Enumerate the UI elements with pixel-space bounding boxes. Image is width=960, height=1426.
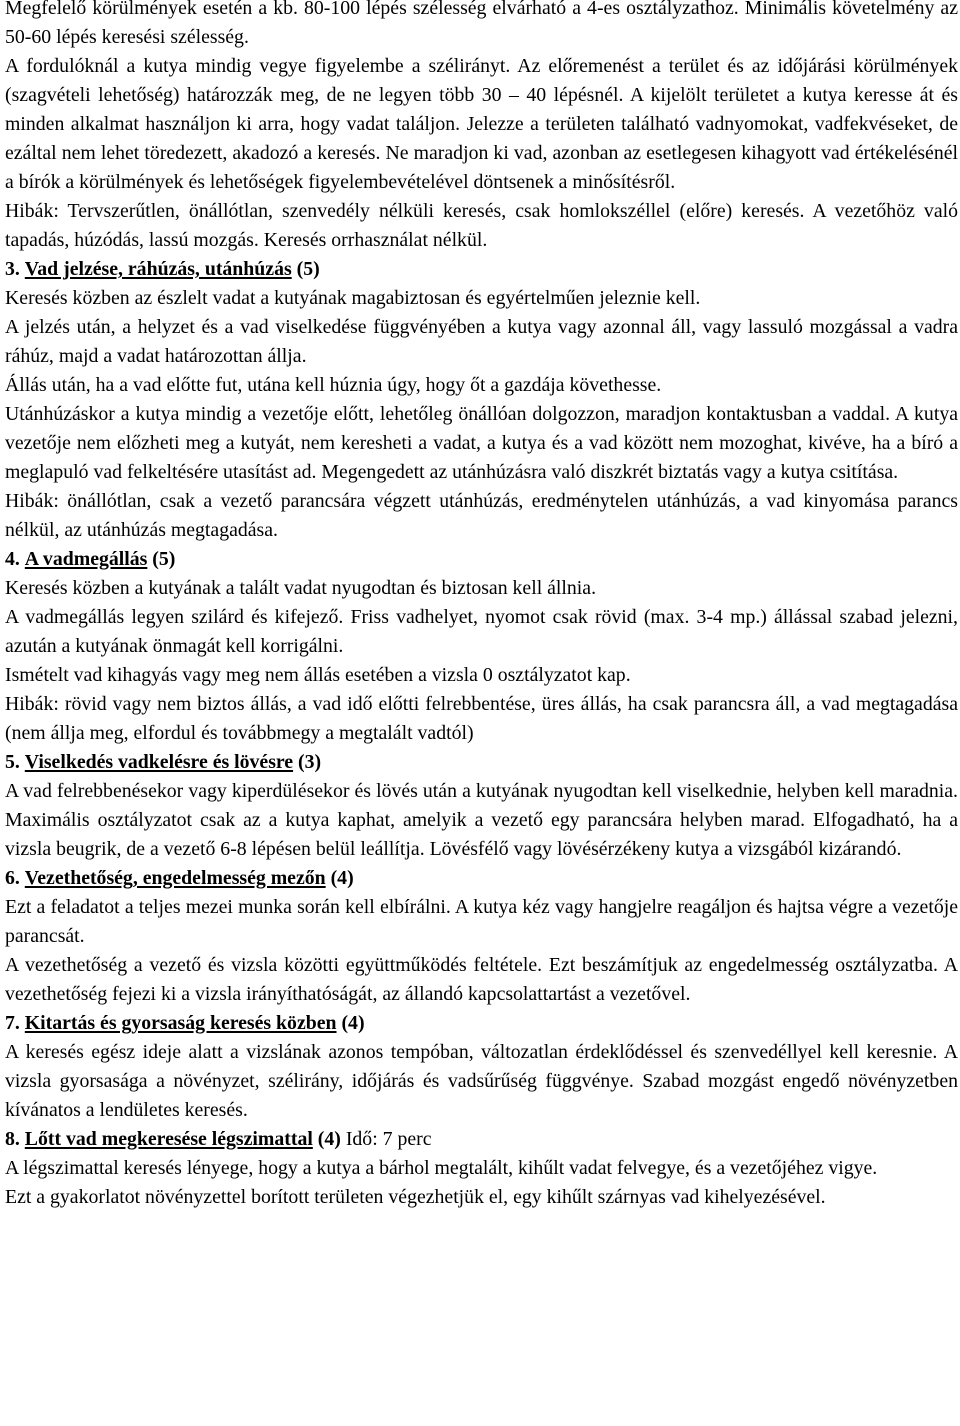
section-number: 7. <box>5 1012 20 1034</box>
section-paragraph: Állás után, ha a vad előtte fut, utána kell húznia úgy, hogy őt a gazdája követhesse. <box>5 374 662 396</box>
section-paragraph: Keresés közben a kutyának a talált vadat nyugodtan és biztosan kell állnia. <box>5 577 597 599</box>
section-paragraph: A vezethetőség a vezető és vizsla közötti együttműködés feltétele. Ezt beszámítjuk az engedelmesség osztályzatba. A vezethetőség fejezi ki a vizsla irányíthatóságát, az állandó kapcsolattartást a vezetővel. <box>5 954 958 1005</box>
section-points: (5) <box>296 258 320 280</box>
section-title: Kitartás és gyorsaság keresés közben <box>24 1012 337 1034</box>
section-paragraph: Hibák: önállótlan, csak a vezető parancsára végzett utánhúzás, eredménytelen utánhúzás, a vad kinyomása parancs nélkül, az utánhúzás megtagadása. <box>5 490 958 541</box>
section-paragraph: A keresés egész ideje alatt a vizslának azonos tempóban, változatlan érdeklődéssel és szenvedéllyel kell keresnie. A vizsla gyorsasága a növényzet, szélirány, időjárás és vadsűrűség függvénye. Szabad mozgást engedő növényzetben kívánatos a lendületes keresés. <box>5 1041 958 1121</box>
section-paragraph: Keresés közben az észlelt vadat a kutyának magabiztosan és egyértelműen jeleznie kell. <box>5 287 701 309</box>
section-heading <box>5 748 958 777</box>
section-title: Lőtt vad megkeresése légszimattal <box>24 1128 313 1150</box>
section-heading <box>5 545 958 574</box>
section-number: 4. <box>5 548 20 570</box>
section-number: 5. <box>5 751 20 773</box>
section-points: (4) <box>317 1128 341 1150</box>
paragraph-p3: Hibák: Tervszerűtlen, önállótlan, szenvedély nélküli keresés, csak homlokszéllel (előre) keresés. A vezetőhöz való tapadás, húzódás, lassú mozgás. Keresés orrhasználat nélkül. <box>5 200 958 251</box>
section-paragraph: Ismételt vad kihagyás vagy meg nem állás esetében a vizsla 0 osztályzatot kap. <box>5 664 631 686</box>
section-title: Vad jelzése, ráhúzás, utánhúzás <box>24 258 292 280</box>
section-paragraph: A légszimattal keresés lényege, hogy a kutya a bárhol megtalált, kihűlt vadat felvegye, és a vezetőjéhez vigye. <box>5 1157 878 1179</box>
section-points: (3) <box>298 751 322 773</box>
section-time: Idő: 7 perc <box>345 1128 432 1150</box>
section-paragraph: Ezt a gyakorlatot növényzettel borított területen végezhetjük el, egy kihűlt szárnyas vad kihelyezésével. <box>5 1186 826 1208</box>
section-heading <box>5 1009 958 1038</box>
section-number: 8. <box>5 1128 20 1150</box>
section-points: (4) <box>341 1012 365 1034</box>
section-number: 3. <box>5 258 20 280</box>
section-title: Viselkedés vadkelésre és lövésre <box>24 751 294 773</box>
section-paragraph: Utánhúzáskor a kutya mindig a vezetője előtt, lehetőleg önállóan dolgozzon, maradjon kontaktusban a vaddal. A kutya vezetője nem előzheti meg a kutyát, nem keresheti a vadat, a kutya és a vad között nem mozoghat, kivéve, ha a bíró a meglapuló vad felkeltésére utasítást ad. Megengedett az utánhúzásra való diszkrét biztatás vagy a kutya csitítása. <box>5 403 958 483</box>
section-heading <box>5 1125 958 1154</box>
section-paragraph: Ezt a feladatot a teljes mezei munka során kell elbírálni. A kutya kéz vagy hangjelre reagáljon és hajtsa végre a vezetője parancsát. <box>5 896 958 947</box>
section-paragraph: Hibák: rövid vagy nem biztos állás, a vad idő előtti felrebbentése, üres állás, ha csak parancsra áll, a vad megtagadása (nem állja meg, elfordul és továbbmegy a megtalált vadtól) <box>5 693 958 744</box>
section-points: (5) <box>152 548 176 570</box>
section-title: A vadmegállás <box>24 548 148 570</box>
section-number: 6. <box>5 867 20 889</box>
section-paragraph: A vadmegállás legyen szilárd és kifejező. Friss vadhelyet, nyomot csak rövid (max. 3-4 mp.) állással szabad jelezni, azután a kutyának önmagát kell korrigálni. <box>5 606 958 657</box>
paragraph-p2: A fordulóknál a kutya mindig vegye figyelembe a szélirányt. Az előremenést a terület és az időjárási körülmények (szagvételi lehetőség) határozzák meg, de ne legyen több 30 – 40 lépésnél. A kijelölt területet a kutya keresse át és minden alkalmat használjon ki arra, hogy vadat találjon. Jelezze a területen található vadnyomokat, vadfekvéseket, de ezáltal nem lehet töredezett, akadozó a keresés. Ne maradjon ki vad, azonban az esetlegesen kihagyott vad értékelésénél a bírók a körülmények és lehetőségek figyelembevételével döntsenek a minősítésről. <box>5 55 958 193</box>
document-body <box>5 0 958 1212</box>
paragraph-p1: Megfelelő körülmények esetén a kb. 80-100 lépés szélesség elvárható a 4-es osztályzathoz. Minimális követelmény az 50-60 lépés keresési szélesség. <box>5 0 958 48</box>
section-title: Vezethetőség, engedelmesség mezőn <box>24 867 326 889</box>
section-paragraph: A vad felrebbenésekor vagy kiperdülésekor és lövés után a kutyának nyugodtan kell viselkednie, helyben kell maradnia. Maximális osztályzatot csak az a kutya kaphat, amelyik a vezető egy parancsára helyben marad. Elfogadható, ha a vizsla beugrik, de a vezető 6-8 lépésen belül leállítja. Lövésfélő vagy lövésérzékeny kutya a vizsgából kizárandó. <box>5 780 958 860</box>
section-points: (4) <box>330 867 354 889</box>
section-paragraph: A jelzés után, a helyzet és a vad viselkedése függvényében a kutya vagy azonnal áll, vagy lassuló mozgással a vadra ráhúz, majd a vadat határozottan állja. <box>5 316 958 367</box>
section-heading <box>5 255 958 284</box>
section-heading <box>5 864 958 893</box>
